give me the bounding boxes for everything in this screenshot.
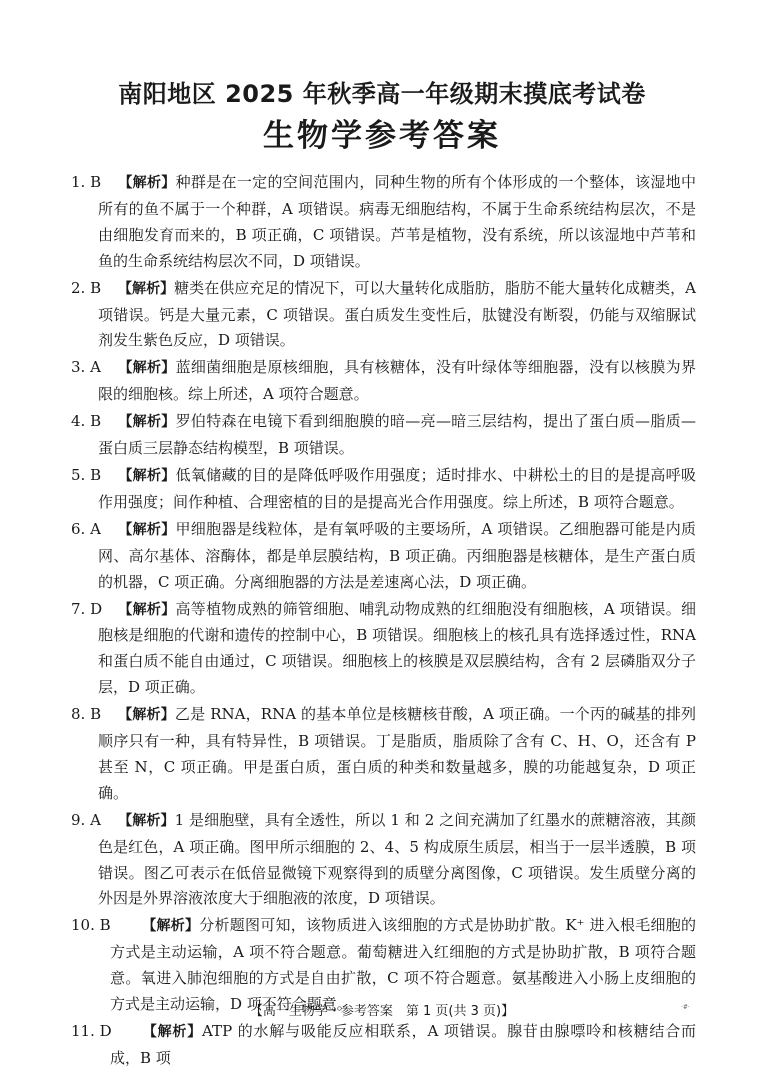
answer-number: 5. B bbox=[71, 465, 102, 484]
analysis-tag: 【解析】 bbox=[118, 521, 176, 538]
analysis-tag: 【解析】 bbox=[118, 175, 176, 191]
answer-item bbox=[72, 517, 696, 596]
answer-explanation: 糖类在供应充足的情况下，可以大量转化成脂肪，脂肪不能大量转化成糖类，A 项错误。钙是大量元素，C 项错误。蛋白质发生变性后，肽键没有断裂，仍能与双缩脲试剂发生紫色反应，D 项错误。 bbox=[98, 278, 697, 350]
answer-explanation: 1 是细胞壁，具有全透性，所以 1 和 2 之间充满加了红墨水的蔗糖溶液，其颜色是红色，A 项正确。图甲所示细胞的 2、4、5 构成原生质层，相当于一层半透膜，B 项错误。图乙可表示在低倍显微镜下观察得到的质壁分离图像，C 项错误。发生质壁分离的外因是外界溶液浓度大于细胞液的浓度，D 项错误。 bbox=[98, 810, 697, 908]
answer-number: 3. A bbox=[71, 358, 101, 377]
answer-item bbox=[72, 597, 696, 702]
answer-item bbox=[72, 276, 696, 355]
analysis-tag: 【解析】 bbox=[142, 918, 200, 935]
answer-explanation: 高等植物成熟的筛管细胞、哺乳动物成熟的红细胞没有细胞核，A 项错误。细胞核是细胞的代谢和遗传的控制中心，B 项错误。细胞核上的核孔具有选择透过性，RNA 和蛋白质不能自由通过，C 项错误。细胞核上的核膜是双层膜结构，含有 2 层磷脂双分子层，D 项正确。 bbox=[98, 599, 696, 697]
corner-mark: ·#· bbox=[681, 1004, 690, 1011]
answer-item bbox=[72, 808, 696, 913]
answer-number: 4. B bbox=[71, 412, 102, 431]
analysis-tag: 【解析】 bbox=[118, 601, 176, 618]
exam-title: 南阳地区 2025 年秋季高一年级期末摸底考试卷 bbox=[118, 80, 646, 108]
analysis-tag: 【解析】 bbox=[118, 360, 176, 377]
answer-number: 1. B bbox=[71, 173, 102, 191]
answer-item bbox=[72, 170, 696, 275]
analysis-tag: 【解析】 bbox=[118, 280, 175, 297]
answer-key-title: 生物学参考答案 bbox=[263, 118, 501, 154]
analysis-tag: 【解析】 bbox=[118, 467, 176, 484]
answer-explanation: 甲细胞器是线粒体，是有氧呼吸的主要场所，A 项错误。乙细胞器可能是内质网、高尔基体、溶酶体，都是单层膜结构，B 项正确。丙细胞器是核糖体，是生产蛋白质的机器，C 项正确。分离细胞器的方法是差速离心法，D 项正确。 bbox=[98, 519, 696, 591]
answer-explanation: 罗伯特森在电镜下看到细胞膜的暗—亮—暗三层结构，提出了蛋白质—脂质—蛋白质三层静态结构模型，B 项错误。 bbox=[98, 412, 696, 458]
answer-number: 2. B bbox=[71, 278, 102, 297]
answer-number: 10. B bbox=[71, 916, 111, 935]
page-footer: 【高一生物学・参考答案 第 1 页(共 3 页)】 bbox=[249, 1004, 515, 1019]
answer-explanation: 蓝细菌细胞是原核细胞，具有核糖体，没有叶绿体等细胞器，没有以核膜为界限的细胞核。综上所述，A 项符合题意。 bbox=[98, 358, 696, 404]
answer-number: 11. D bbox=[71, 1022, 112, 1040]
analysis-tag: 【解析】 bbox=[142, 1024, 203, 1040]
answer-explanation: ATP 的水解与吸能反应相联系，A 项错误。腺苷由腺嘌呤和核糖结合而成，B 项 bbox=[110, 1022, 696, 1067]
answer-number: 8. B bbox=[71, 705, 102, 724]
analysis-tag: 【解析】 bbox=[118, 414, 176, 431]
answer-explanation: 种群是在一定的空间范围内，同种生物的所有个体形成的一个整体，该湿地中所有的鱼不属于一个种群，A 项错误。病毒无细胞结构，不属于生命系统结构层次，不是由细胞发育而来的，B 项正确，C 项错误。芦苇是植物，没有系统，所以该湿地中芦苇和鱼的生命系统结构层次不同，D 项错误。 bbox=[98, 173, 696, 270]
answer-number: 9. A bbox=[71, 810, 101, 829]
answer-explanation: 低氧储藏的目的是降低呼吸作用强度；适时排水、中耕松土的目的是提高呼吸作用强度；间作种植、合理密植的目的是提高光合作用强度。综上所述，B 项符合题意。 bbox=[98, 465, 696, 511]
analysis-tag: 【解析】 bbox=[118, 707, 175, 724]
answer-number: 6. A bbox=[71, 519, 101, 538]
answer-explanation: 分析题图可知，该物质进入该细胞的方式是协助扩散。K⁺ 进入根毛细胞的方式是主动运输，A 项不符合题意。葡萄糖进入红细胞的方式是协助扩散，B 项符合题意。氧进入肺泡细胞的方式是自由扩散，C 项不符合题意。氨基酸进入小肠上皮细胞的方式是主动运输，D 项不符合题意。 bbox=[110, 916, 696, 1014]
answer-item bbox=[72, 1019, 696, 1072]
answer-list bbox=[72, 170, 696, 1073]
answer-item bbox=[72, 702, 696, 807]
analysis-tag: 【解析】 bbox=[118, 812, 175, 829]
answer-item bbox=[72, 463, 696, 516]
answer-item bbox=[72, 355, 696, 408]
answer-item bbox=[72, 409, 696, 462]
answer-number: 7. D bbox=[71, 599, 103, 618]
answer-explanation: 乙是 RNA，RNA 的基本单位是核糖核苷酸，A 项正确。一个丙的碱基的排列顺序只有一种，具有特异性，B 项错误。丁是脂质，脂质除了含有 C、H、O，还含有 P 甚至 N，C 项正确。甲是蛋白质，蛋白质的种类和数量越多，膜的功能越复杂，D 项正确。 bbox=[98, 705, 696, 802]
